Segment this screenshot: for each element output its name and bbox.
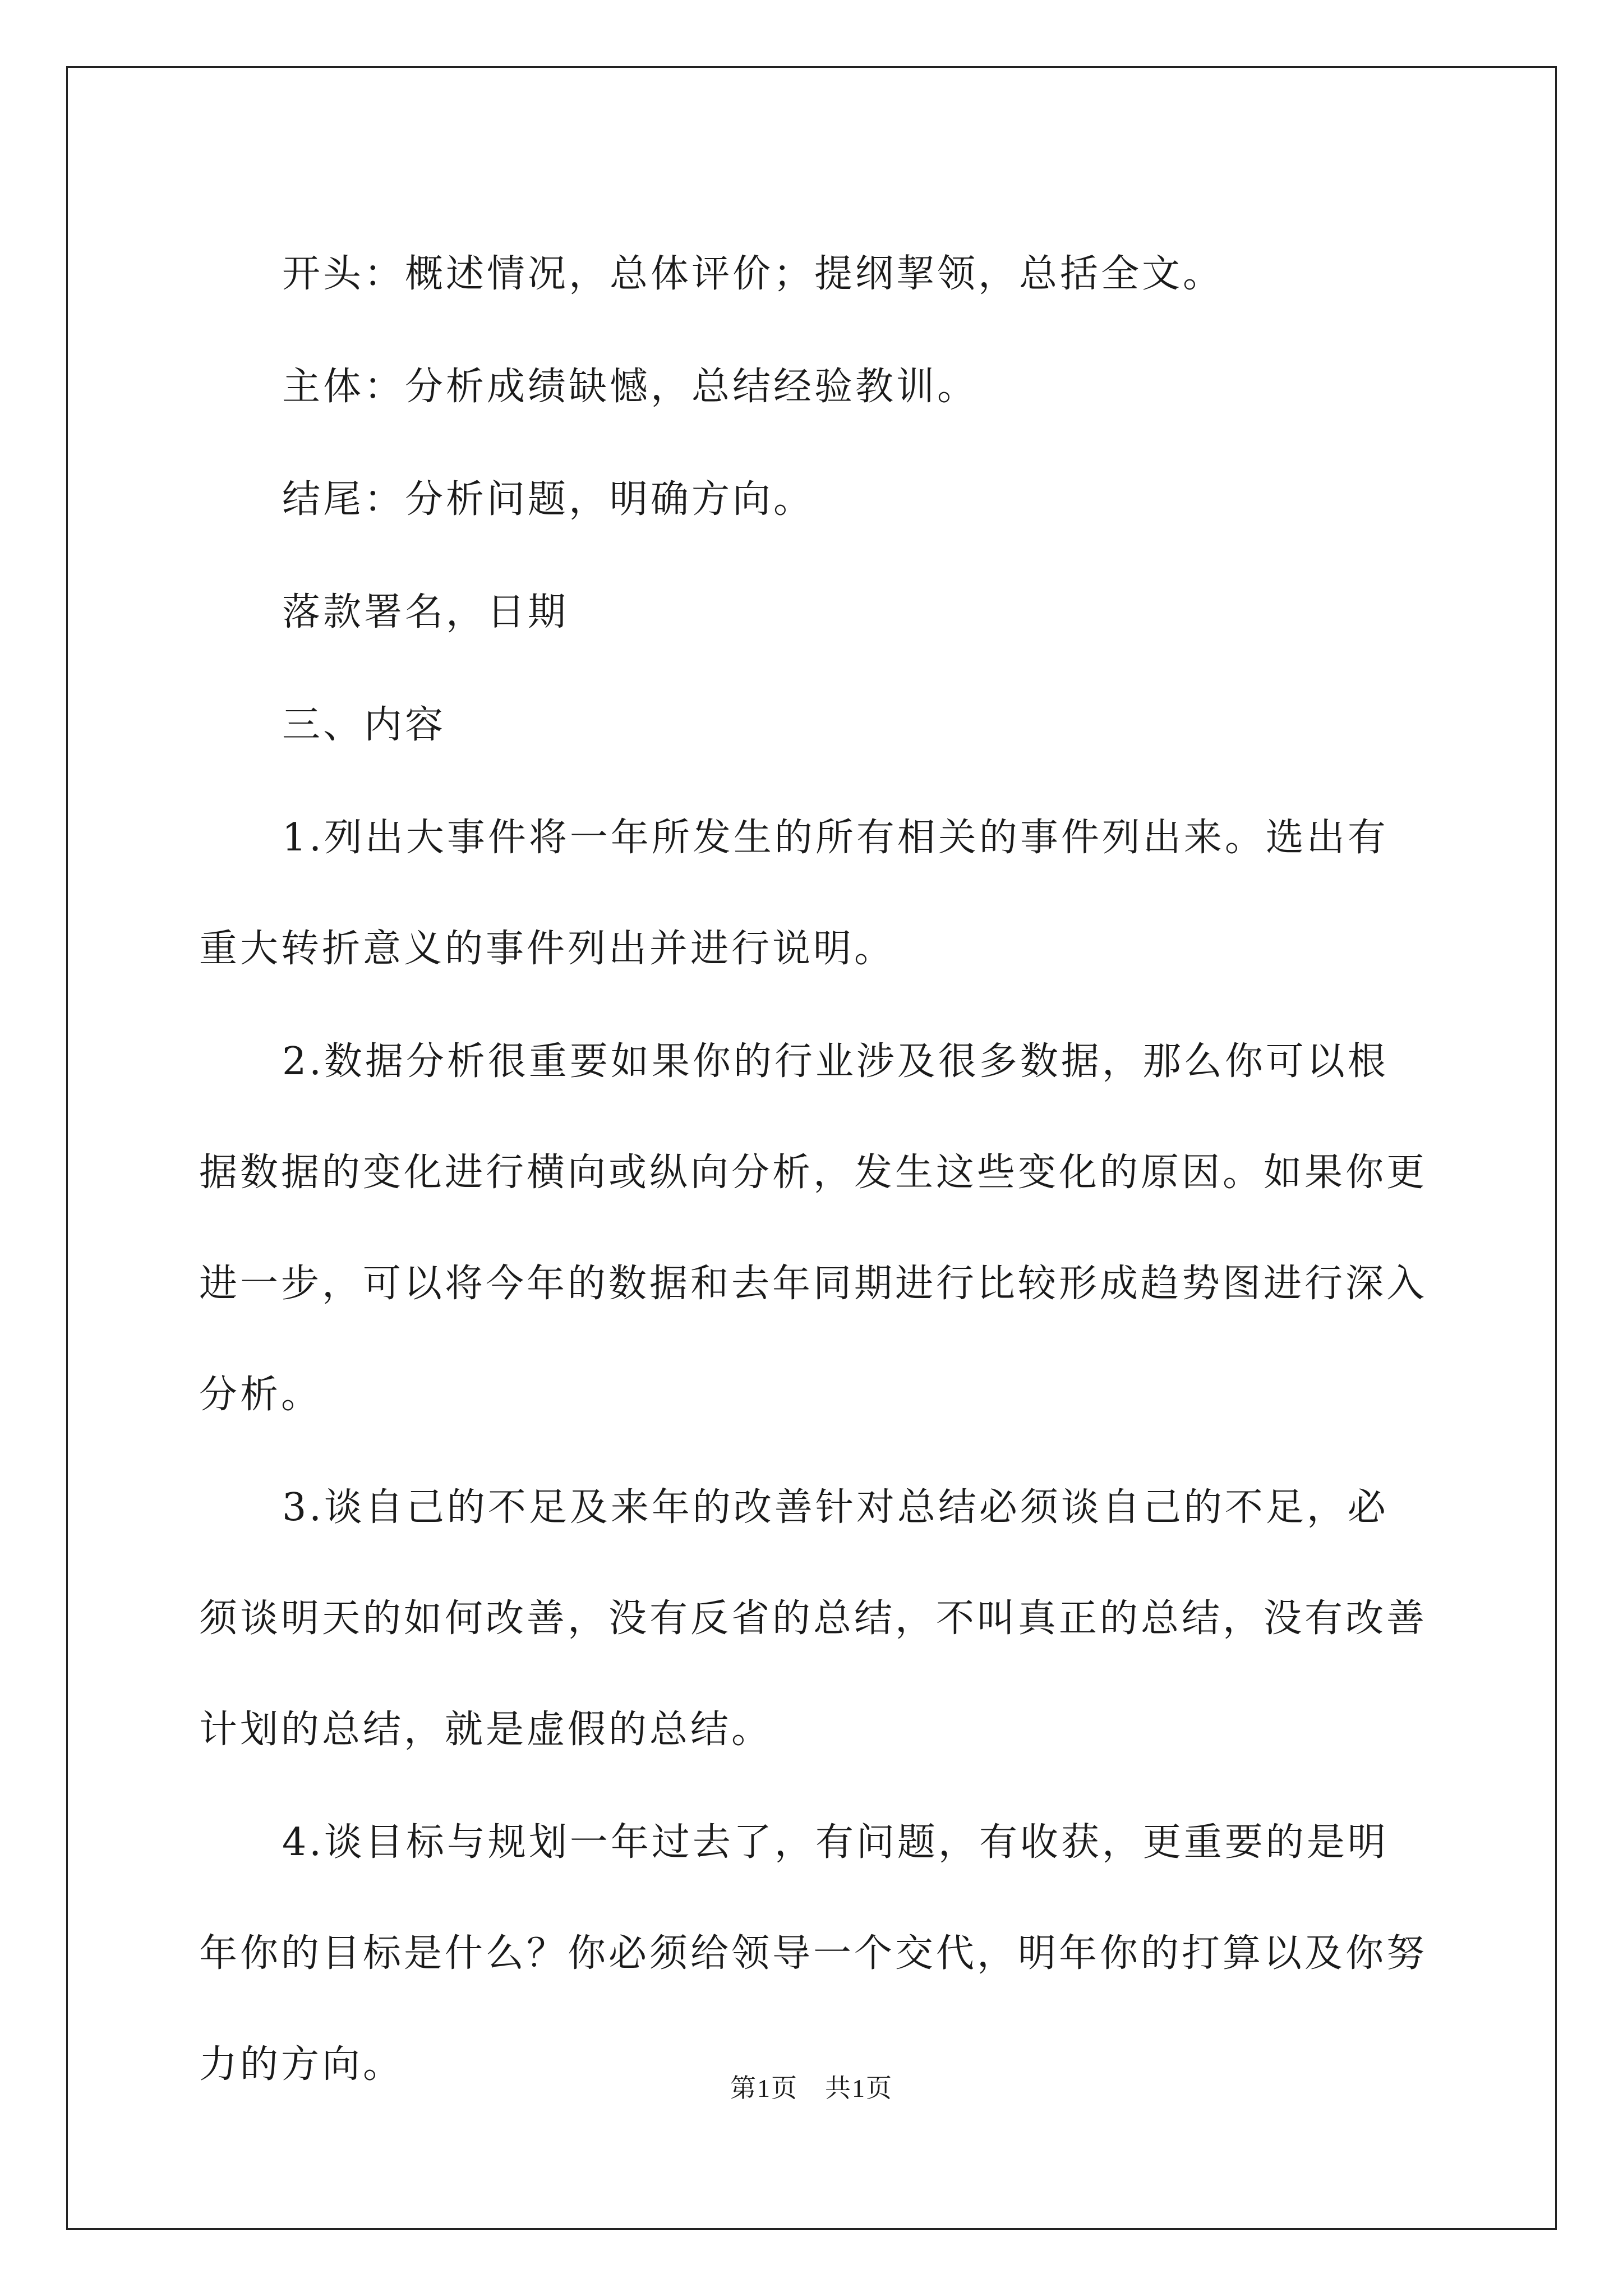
paragraph-main-body: 主体：分析成绩缺憾，总结经验教训。 <box>282 365 979 409</box>
paragraph-signature: 落款署名，日期 <box>282 590 569 634</box>
section-heading-content: 三、内容 <box>282 703 446 747</box>
paragraph-opening: 开头：概述情况，总体评价；提纲挈领，总括全文。 <box>282 252 1224 296</box>
document-body <box>199 219 1427 2122</box>
paragraph-item-1: 1.列出大事件将一年所发生的所有相关的事件列出来。选出有重大转折意义的事件列出并进行说明。 <box>199 816 1389 971</box>
paragraph-item-3: 3.谈自己的不足及来年的改善针对总结必须谈自己的不足，必须谈明天的如何改善，没有反省的总结，不叫真正的总结，没有改善计划的总结，就是虚假的总结。 <box>199 1485 1428 1752</box>
page-number-footer: 第1页 共1页 <box>730 2074 893 2102</box>
paragraph-item-4: 4.谈目标与规划一年过去了，有问题，有收获，更重要的是明年你的目标是什么？你必须给领导一个交代，明年你的打算以及你努力的方向。 <box>199 1820 1428 2087</box>
paragraph-item-2: 2.数据分析很重要如果你的行业涉及很多数据，那么你可以根据数据的变化进行横向或纵向分析，发生这些变化的原因。如果你更进一步，可以将今年的数据和去年同期进行比较形成趋势图进行深入分析。 <box>199 1039 1428 1417</box>
paragraph-ending: 结尾：分析问题，明确方向。 <box>282 477 815 522</box>
